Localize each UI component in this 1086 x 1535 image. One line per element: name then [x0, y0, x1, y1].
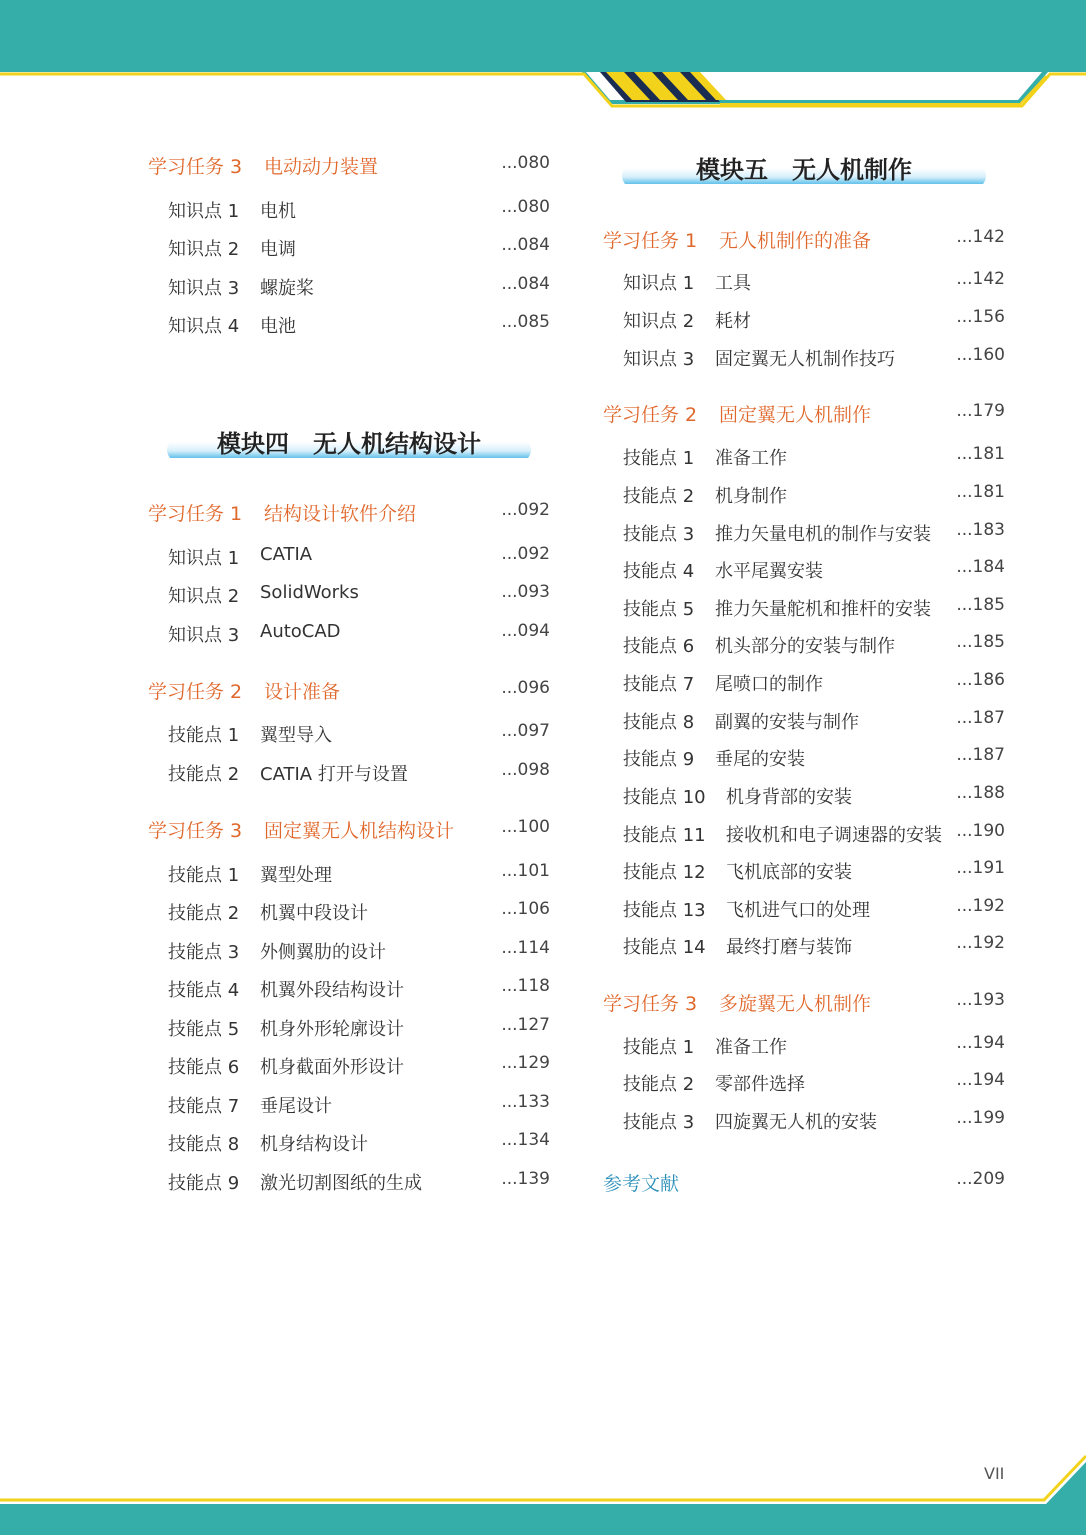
point-label: 技能点 3: [168, 942, 240, 963]
point-title: 准备工作: [715, 1037, 787, 1058]
point-title: 垂尾的安装: [715, 749, 805, 770]
toc-point-row[interactable]: [168, 721, 550, 745]
toc-point-row[interactable]: [623, 670, 1005, 694]
page-ref: ...183: [956, 520, 1005, 540]
page-ref: ...192: [956, 896, 1005, 916]
task-label: 学习任务 1: [603, 230, 698, 252]
page-ref: ...160: [956, 345, 1005, 365]
page-ref: ...186: [956, 670, 1005, 690]
task-label: 学习任务 1: [148, 503, 243, 525]
point-label: 技能点 4: [168, 980, 240, 1001]
toc-references-row[interactable]: [603, 1169, 1005, 1193]
point-label: 技能点 7: [623, 674, 695, 695]
module5-banner: [619, 146, 989, 192]
page-ref: ...185: [956, 632, 1005, 652]
toc-point-row[interactable]: [623, 595, 1005, 619]
toc-point-row[interactable]: [168, 1130, 550, 1154]
toc-task-row[interactable]: [603, 226, 1005, 250]
point-label: 知识点 2: [168, 239, 240, 260]
point-title: 垂尾设计: [260, 1096, 332, 1117]
point-title: 工具: [715, 273, 751, 294]
page-ref: ...092: [501, 544, 550, 564]
task-title: 固定翼无人机结构设计: [264, 820, 455, 842]
point-label: 技能点 8: [168, 1134, 240, 1155]
page-ref: ...098: [501, 760, 550, 780]
point-title: 机身截面外形设计: [260, 1057, 404, 1078]
toc-point-row[interactable]: [168, 197, 550, 221]
task-title: 固定翼无人机制作: [719, 404, 872, 426]
point-label: 技能点 10: [623, 787, 706, 808]
page-ref: ...134: [501, 1130, 550, 1150]
point-label: 知识点 2: [623, 311, 695, 332]
point-label: 技能点 1: [623, 1037, 695, 1058]
point-title: 翼型处理: [260, 865, 332, 886]
point-title: 推力矢量电机的制作与安装: [715, 524, 931, 545]
point-title: 机身制作: [715, 486, 787, 507]
page-ref: ...192: [956, 933, 1005, 953]
page-ref: ...093: [501, 582, 550, 602]
page-ref: ...142: [956, 269, 1005, 289]
point-title: 飞机进气口的处理: [726, 900, 870, 921]
references-label: 参考文献: [603, 1173, 680, 1195]
toc-point-row[interactable]: [623, 708, 1005, 732]
point-title: 外侧翼肋的设计: [260, 942, 386, 963]
page-ref: ...209: [956, 1169, 1005, 1189]
page-ref: ...097: [501, 721, 550, 741]
page-ref: ...127: [501, 1015, 550, 1035]
page-ref: ...129: [501, 1053, 550, 1073]
point-label: 知识点 3: [168, 278, 240, 299]
page-ref: ...188: [956, 783, 1005, 803]
toc-point-row[interactable]: [168, 274, 550, 298]
point-title: 推力矢量舵机和推杆的安装: [715, 599, 931, 620]
toc-point-row[interactable]: [168, 1053, 550, 1077]
module5-title: 模块五 无人机制作: [696, 156, 912, 184]
toc-point-row[interactable]: [168, 621, 550, 645]
toc-point-row[interactable]: [168, 544, 550, 568]
point-title: AutoCAD: [260, 621, 341, 642]
point-label: 技能点 11: [623, 825, 706, 846]
toc-point-row[interactable]: [623, 345, 1005, 369]
page-ref: ...156: [956, 307, 1005, 327]
page-ref: ...133: [501, 1092, 550, 1112]
header-toc-label: 目 录: [948, 75, 1024, 95]
point-title: 电调: [260, 239, 296, 260]
point-label: 技能点 1: [168, 865, 240, 886]
toc-right-column: [603, 0, 1005, 1300]
point-title: 副翼的安装与制作: [715, 712, 859, 733]
toc-point-row[interactable]: [623, 557, 1005, 581]
toc-point-row[interactable]: [623, 858, 1005, 882]
point-title: 固定翼无人机制作技巧: [715, 349, 895, 370]
page-ref: ...118: [501, 976, 550, 996]
toc-point-row[interactable]: [623, 444, 1005, 468]
point-title: 飞机底部的安装: [726, 862, 852, 883]
point-title: 耗材: [715, 311, 751, 332]
toc-point-row[interactable]: [168, 938, 550, 962]
toc-point-row[interactable]: [623, 745, 1005, 769]
toc-point-row[interactable]: [623, 269, 1005, 293]
page-number: VII: [984, 1464, 1005, 1483]
page-ref: ...080: [501, 153, 550, 173]
toc-point-row[interactable]: [168, 976, 550, 1000]
toc-point-row[interactable]: [623, 1070, 1005, 1094]
point-label: 知识点 4: [168, 316, 240, 337]
toc-point-row[interactable]: [168, 1015, 550, 1039]
point-label: 技能点 2: [168, 903, 240, 924]
toc-point-row[interactable]: [623, 520, 1005, 544]
page-ref: ...184: [956, 557, 1005, 577]
point-label: 知识点 1: [168, 548, 240, 569]
page-ref: ...084: [501, 274, 550, 294]
point-label: 技能点 12: [623, 862, 706, 883]
toc-point-row[interactable]: [623, 632, 1005, 656]
point-label: 技能点 6: [168, 1057, 240, 1078]
toc-point-row[interactable]: [168, 235, 550, 259]
point-label: 知识点 2: [168, 586, 240, 607]
footer-decoration: [0, 1440, 1086, 1535]
toc-point-row[interactable]: [168, 1169, 550, 1193]
page-ref: ...187: [956, 745, 1005, 765]
point-label: 技能点 2: [168, 764, 240, 785]
page-ref: ...094: [501, 621, 550, 641]
page-ref: ...084: [501, 235, 550, 255]
point-title: CATIA: [260, 544, 313, 565]
toc-point-row[interactable]: [168, 582, 550, 606]
page-ref: ...142: [956, 227, 1005, 247]
point-title: 尾喷口的制作: [715, 674, 823, 695]
point-title: 机翼中段设计: [260, 903, 368, 924]
point-label: 技能点 9: [168, 1173, 240, 1194]
point-title: 机身外形轮廓设计: [260, 1019, 404, 1040]
page-ref: ...191: [956, 858, 1005, 878]
toc-point-row[interactable]: [623, 307, 1005, 331]
page-ref: ...190: [956, 821, 1005, 841]
point-label: 技能点 5: [168, 1019, 240, 1040]
point-label: 知识点 3: [168, 625, 240, 646]
point-title: 电池: [260, 316, 296, 337]
point-label: 技能点 2: [623, 1074, 695, 1095]
page-ref: ...187: [956, 708, 1005, 728]
point-title: 机翼外段结构设计: [260, 980, 404, 1001]
point-title: 螺旋桨: [260, 278, 314, 299]
page-ref: ...199: [956, 1108, 1005, 1128]
toc-task-row[interactable]: [603, 400, 1005, 424]
task-title: 多旋翼无人机制作: [719, 993, 872, 1015]
page-ref: ...194: [956, 1070, 1005, 1090]
page-ref: ...179: [956, 401, 1005, 421]
module4-title: 模块四 无人机结构设计: [217, 430, 481, 458]
page-ref: ...092: [501, 500, 550, 520]
task-label: 学习任务 2: [603, 404, 698, 426]
toc-point-row[interactable]: [168, 760, 550, 784]
point-title: 机身结构设计: [260, 1134, 368, 1155]
point-label: 技能点 1: [623, 448, 695, 469]
page-ref: ...139: [501, 1169, 550, 1189]
point-label: 技能点 14: [623, 937, 706, 958]
toc-point-row[interactable]: [623, 821, 1005, 845]
point-label: 知识点 3: [623, 349, 695, 370]
point-title: 机头部分的安装与制作: [715, 636, 895, 657]
module4-banner: [164, 420, 534, 466]
task-title: 结构设计软件介绍: [264, 503, 417, 525]
page-ref: ...080: [501, 197, 550, 217]
point-title: 电机: [260, 201, 296, 222]
point-label: 技能点 13: [623, 900, 706, 921]
point-label: 技能点 2: [623, 486, 695, 507]
page-ref: ...193: [956, 990, 1005, 1010]
toc-task-row[interactable]: [148, 499, 550, 523]
point-label: 技能点 3: [623, 1112, 695, 1133]
point-label: 技能点 7: [168, 1096, 240, 1117]
point-title: 最终打磨与装饰: [726, 937, 852, 958]
task-title: 无人机制作的准备: [719, 230, 872, 252]
point-title: 零部件选择: [715, 1074, 805, 1095]
point-title: 水平尾翼安装: [715, 561, 823, 582]
point-title: 激光切割图纸的生成: [260, 1173, 422, 1194]
page-ref: ...185: [956, 595, 1005, 615]
toc-point-row[interactable]: [623, 482, 1005, 506]
point-label: 技能点 8: [623, 712, 695, 733]
toc-point-row[interactable]: [623, 783, 1005, 807]
toc-point-row[interactable]: [168, 899, 550, 923]
toc-task-row[interactable]: [603, 989, 1005, 1013]
point-label: 技能点 3: [623, 524, 695, 545]
point-title: 四旋翼无人机的安装: [715, 1112, 877, 1133]
point-label: 技能点 5: [623, 599, 695, 620]
point-label: 技能点 1: [168, 725, 240, 746]
point-title: 翼型导入: [260, 725, 332, 746]
point-label: 技能点 6: [623, 636, 695, 657]
task-label: 学习任务 2: [148, 681, 243, 703]
page-ref: ...194: [956, 1033, 1005, 1053]
task-label: 学习任务 3: [148, 820, 243, 842]
toc-point-row[interactable]: [168, 861, 550, 885]
point-label: 技能点 4: [623, 561, 695, 582]
page-ref: ...114: [501, 938, 550, 958]
toc-task-row[interactable]: [148, 816, 550, 840]
toc-task-row[interactable]: [148, 152, 550, 176]
task-title: 设计准备: [264, 681, 341, 703]
task-label: 学习任务 3: [603, 993, 698, 1015]
point-title: SolidWorks: [260, 582, 359, 603]
task-title: 电动动力装置: [264, 156, 379, 178]
page-ref: ...100: [501, 817, 550, 837]
point-title: 接收机和电子调速器的安装: [726, 825, 942, 846]
point-label: 知识点 1: [623, 273, 695, 294]
page-ref: ...106: [501, 899, 550, 919]
point-label: 技能点 9: [623, 749, 695, 770]
toc-task-row[interactable]: [148, 677, 550, 701]
toc-point-row[interactable]: [623, 933, 1005, 957]
page-ref: ...101: [501, 861, 550, 881]
page-ref: ...181: [956, 444, 1005, 464]
task-label: 学习任务 3: [148, 156, 243, 178]
point-title: 机身背部的安装: [726, 787, 852, 808]
point-label: 知识点 1: [168, 201, 240, 222]
toc-left-column: [148, 0, 550, 1300]
toc-point-row[interactable]: [623, 1108, 1005, 1132]
point-title: CATIA 打开与设置: [260, 764, 408, 785]
toc-point-row[interactable]: [168, 312, 550, 336]
page-ref: ...085: [501, 312, 550, 332]
toc-point-row[interactable]: [623, 896, 1005, 920]
page-ref: ...181: [956, 482, 1005, 502]
page-ref: ...096: [501, 678, 550, 698]
toc-point-row[interactable]: [623, 1033, 1005, 1057]
toc-point-row[interactable]: [168, 1092, 550, 1116]
point-title: 准备工作: [715, 448, 787, 469]
